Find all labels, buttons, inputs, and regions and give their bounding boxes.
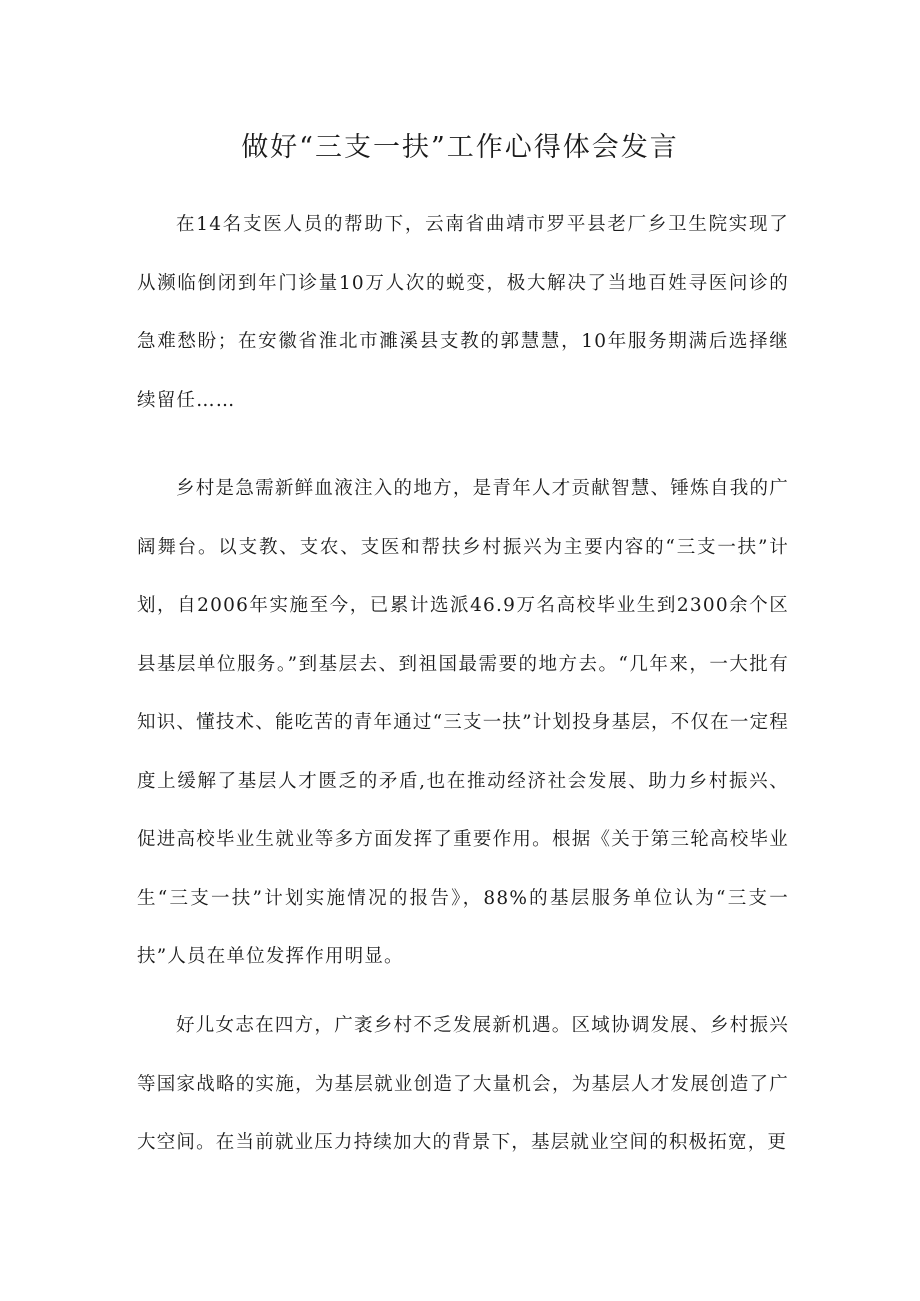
paragraph-3: 好儿女志在四方，广袤乡村不乏发展新机遇。区域协调发展、乡村振兴等国家战略的实施，为基层就业创造了大量机会，为基层人才发展创造了广大空间。在当前就业压力持续加大的背景下，基层就业空间的积极拓宽，更 (137, 1015, 789, 1153)
paragraph-2: 乡村是急需新鲜血液注入的地方，是青年人才贡献智慧、锤炼自我的广阔舞台。以支教、支农、支医和帮扶乡村振兴为主要内容的“三支一扶”计划，自2006年实施至今，已累计选派46.9万名高校毕业生到2300余个区县基层单位服务。”到基层去、到祖国最需要的地方去。“几年来，一大批有知识、懂技术、能吃苦的青年通过“三支一扶”计划投身基层，不仅在一定程度上缓解了基层人才匮乏的矛盾,也在推动经济社会发展、助力乡村振兴、促进高校毕业生就业等多方面发挥了重要作用。根据《关于第三轮高校毕业生“三支一扶”计划实施情况的报告》，88%的基层服务单位认为“三支一扶”人员在单位发挥作用明显。 (137, 478, 789, 967)
document-title: 做好“三支一扶”工作心得体会发言 (241, 132, 679, 163)
paragraph-1: 在14名支医人员的帮助下，云南省曲靖市罗平县老厂乡卫生院实现了从濒临倒闭到年门诊量10万人次的蜕变，极大解决了当地百姓寻医问诊的急难愁盼；在安徽省淮北市濉溪县支教的郭慧慧，10年服务期满后选择继续留任…… (137, 214, 789, 411)
